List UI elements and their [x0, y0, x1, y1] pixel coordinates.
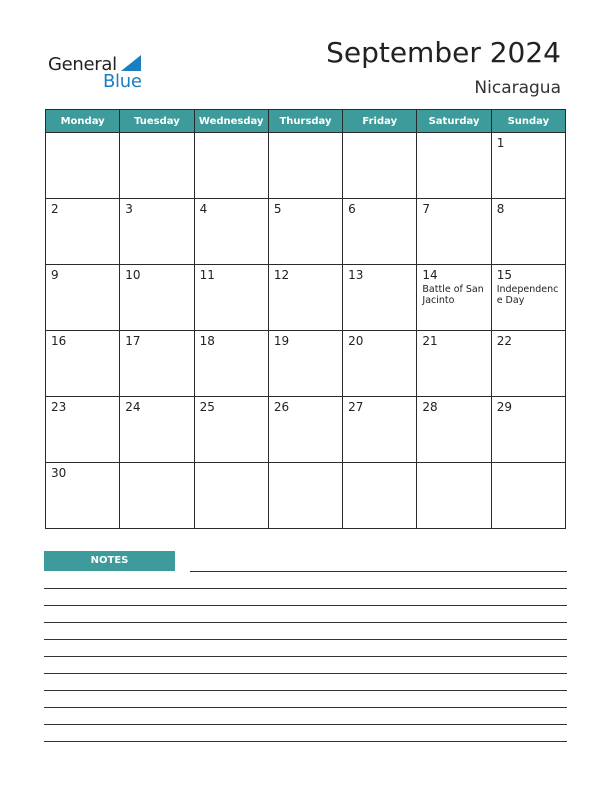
- week-row: [46, 331, 566, 397]
- day-cell: [491, 199, 565, 265]
- day-number: 26: [273, 400, 290, 414]
- day-cell: [343, 331, 417, 397]
- day-cell: [120, 397, 194, 463]
- day-cell: [491, 463, 565, 529]
- day-cell: [120, 265, 194, 331]
- day-cell: [417, 463, 491, 529]
- country-name: Nicaragua: [474, 78, 561, 98]
- day-cell: [120, 199, 194, 265]
- day-cell: [491, 133, 565, 199]
- day-number: 16: [51, 334, 67, 348]
- day-cell: [46, 265, 120, 331]
- weekday-saturday: Saturday: [417, 110, 491, 133]
- day-cell: [268, 331, 342, 397]
- day-number: 23: [51, 400, 67, 414]
- notes-line: [44, 741, 567, 742]
- notes-line: [44, 673, 567, 674]
- day-number: 10: [125, 268, 141, 282]
- week-row: [46, 265, 566, 331]
- day-number: 3: [125, 202, 133, 216]
- calendar-grid: [45, 109, 566, 529]
- day-number: 25: [199, 400, 215, 414]
- weekday-wednesday: Wednesday: [194, 110, 268, 133]
- day-number: 11: [199, 268, 215, 282]
- day-cell: [491, 331, 565, 397]
- day-cell: [491, 397, 565, 463]
- day-cell: [46, 133, 120, 199]
- day-number: 17: [125, 334, 141, 348]
- day-number: 9: [51, 268, 59, 282]
- logo-word-general: General: [48, 54, 117, 75]
- day-number: 19: [273, 334, 290, 348]
- weekday-tuesday: Tuesday: [120, 110, 194, 133]
- notes-line: [44, 605, 567, 606]
- day-number: 4: [199, 202, 208, 216]
- day-number: 8: [496, 202, 505, 216]
- week-row: [46, 133, 566, 199]
- day-number: 15: [496, 268, 512, 282]
- weekday-header-row: [46, 110, 566, 133]
- week-row: [46, 463, 566, 529]
- weekday-thursday: Thursday: [268, 110, 342, 133]
- day-number: 6: [348, 202, 356, 216]
- day-cell: [46, 199, 120, 265]
- day-cell: [268, 133, 342, 199]
- day-cell: [268, 199, 342, 265]
- logo-word-blue: Blue: [103, 71, 142, 92]
- day-number: 20: [348, 334, 364, 348]
- day-cell: [120, 133, 194, 199]
- day-cell: [343, 265, 417, 331]
- day-cell: [417, 265, 491, 331]
- day-cell: [417, 133, 491, 199]
- notes-line: [44, 588, 567, 589]
- day-cell: [46, 331, 120, 397]
- brand-logo: [48, 52, 148, 92]
- day-cell: [491, 265, 565, 331]
- holiday-label: Battle of San Jacinto: [422, 284, 484, 306]
- page-title: September 2024: [326, 36, 561, 69]
- day-cell: [343, 133, 417, 199]
- day-cell: [268, 397, 342, 463]
- weekday-friday: Friday: [343, 110, 417, 133]
- day-cell: [268, 463, 342, 529]
- notes-line: [190, 571, 567, 572]
- notes-line: [44, 622, 567, 623]
- day-cell: [343, 397, 417, 463]
- notes-label: NOTES: [44, 551, 175, 571]
- day-cell: [268, 265, 342, 331]
- day-number: 7: [422, 202, 431, 216]
- day-number: 21: [422, 334, 438, 348]
- week-row: [46, 397, 566, 463]
- logo-triangle-icon: [121, 55, 141, 71]
- day-number: 14: [422, 268, 438, 282]
- day-cell: [194, 397, 268, 463]
- day-cell: [194, 463, 268, 529]
- notes-line: [44, 724, 567, 725]
- day-number: 22: [496, 334, 512, 348]
- day-number: 2: [51, 202, 59, 216]
- day-cell: [46, 397, 120, 463]
- day-number: 29: [496, 400, 512, 414]
- day-cell: [194, 133, 268, 199]
- day-cell: [417, 397, 491, 463]
- day-cell: [343, 463, 417, 529]
- notes-line: [44, 656, 567, 657]
- day-number: 28: [422, 400, 438, 414]
- day-number: 12: [273, 268, 290, 282]
- day-number: 1: [496, 136, 505, 150]
- day-cell: [417, 331, 491, 397]
- day-number: 13: [348, 268, 364, 282]
- week-row: [46, 199, 566, 265]
- day-number: 27: [348, 400, 364, 414]
- day-cell: [46, 463, 120, 529]
- notes-line: [44, 690, 567, 691]
- day-cell: [194, 199, 268, 265]
- notes-line: [44, 639, 567, 640]
- holiday-label: Independence Day: [496, 284, 559, 306]
- day-cell: [343, 199, 417, 265]
- day-cell: [120, 331, 194, 397]
- notes-line: [44, 707, 567, 708]
- day-cell: [194, 331, 268, 397]
- day-number: 24: [125, 400, 141, 414]
- day-cell: [194, 265, 268, 331]
- weekday-monday: Monday: [46, 110, 120, 133]
- day-number: 18: [199, 334, 215, 348]
- day-number: 30: [51, 466, 67, 480]
- day-cell: [120, 463, 194, 529]
- day-number: 5: [273, 202, 282, 216]
- day-cell: [417, 199, 491, 265]
- weekday-sunday: Sunday: [491, 110, 565, 133]
